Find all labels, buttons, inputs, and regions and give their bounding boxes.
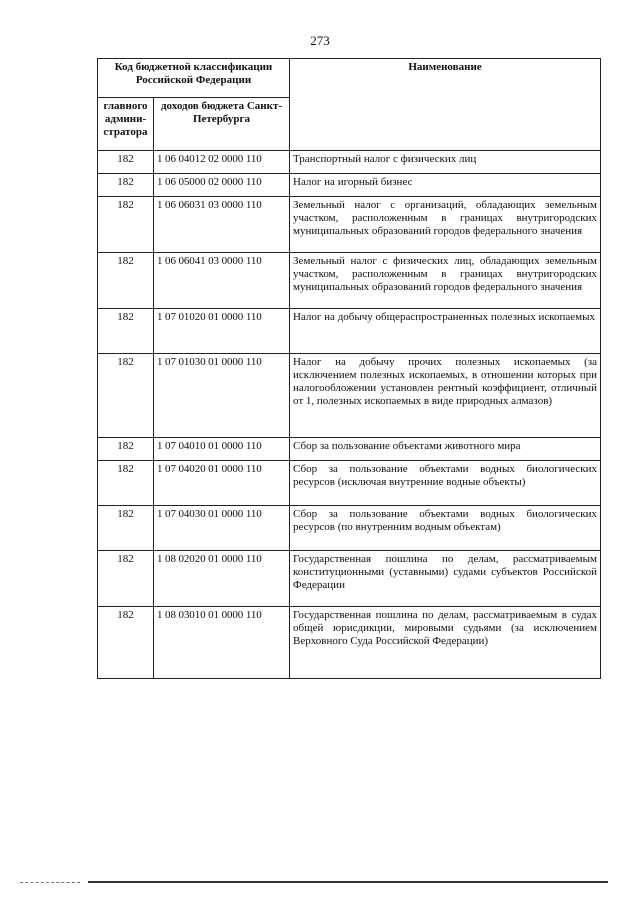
name-cell: Транспортный налог с физических лиц (290, 151, 601, 174)
table-row (98, 461, 601, 506)
income-code-cell: 1 08 03010 01 0000 110 (154, 607, 290, 679)
admin-code-cell: 182 (98, 174, 154, 197)
admin-code-cell: 182 (98, 438, 154, 461)
footer-dash-rule (20, 882, 80, 883)
table-row (98, 253, 601, 309)
admin-code-cell: 182 (98, 253, 154, 309)
table-row (98, 309, 601, 354)
name-cell: Налог на добычу прочих полезных ископаемых (за исключением полезных ископаемых, в отношении которых при налогообложении установлен рентный коэффициент, отличный от 1, полезных ископаемых в виде природных алмазов) (290, 354, 601, 438)
name-column-header: Наименование (290, 59, 601, 151)
admin-code-cell: 182 (98, 151, 154, 174)
income-code-cell: 1 07 04010 01 0000 110 (154, 438, 290, 461)
income-column-header: доходов бюджета Санкт-Петербурга (154, 98, 290, 151)
income-code-cell: 1 06 05000 02 0000 110 (154, 174, 290, 197)
name-cell: Сбор за пользование объектами животного мира (290, 438, 601, 461)
name-cell: Сбор за пользование объектами водных биологических ресурсов (по внутренним водным объектам) (290, 506, 601, 551)
name-cell: Государственная пошлина по делам, рассматриваемым в судах общей юрисдикции, мировыми судьями (за исключением Верховного Суда Российской Федерации) (290, 607, 601, 679)
table-row (98, 151, 601, 174)
name-cell: Налог на добычу общераспространенных полезных ископаемых (290, 309, 601, 354)
name-cell: Налог на игорный бизнес (290, 174, 601, 197)
table-row (98, 551, 601, 607)
table-row (98, 197, 601, 253)
income-code-cell: 1 06 06031 03 0000 110 (154, 197, 290, 253)
budget-classification-table (97, 58, 601, 679)
table-row (98, 607, 601, 679)
code-group-header: Код бюджетной классификации Российской Федерации (98, 59, 290, 98)
income-code-cell: 1 07 04030 01 0000 110 (154, 506, 290, 551)
admin-code-cell: 182 (98, 551, 154, 607)
table-row (98, 438, 601, 461)
admin-code-cell: 182 (98, 354, 154, 438)
admin-code-cell: 182 (98, 461, 154, 506)
name-cell: Сбор за пользование объектами водных биологических ресурсов (исключая внутренние водные объекты) (290, 461, 601, 506)
table-row (98, 506, 601, 551)
income-code-cell: 1 07 01030 01 0000 110 (154, 354, 290, 438)
admin-code-cell: 182 (98, 309, 154, 354)
name-cell: Земельный налог с организаций, обладающих земельным участком, расположенным в границах внутригородских муниципальных образований городов федерального значения (290, 197, 601, 253)
name-cell: Государственная пошлина по делам, рассматриваемым конституционными (уставными) судами субъектов Российской Федерации (290, 551, 601, 607)
table-row (98, 174, 601, 197)
income-code-cell: 1 08 02020 01 0000 110 (154, 551, 290, 607)
footer-rule (88, 881, 608, 883)
admin-code-cell: 182 (98, 607, 154, 679)
table-row (98, 354, 601, 438)
admin-code-cell: 182 (98, 197, 154, 253)
table-body (98, 151, 601, 679)
income-code-cell: 1 07 01020 01 0000 110 (154, 309, 290, 354)
income-code-cell: 1 07 04020 01 0000 110 (154, 461, 290, 506)
page-number: 273 (310, 33, 330, 48)
admin-code-cell: 182 (98, 506, 154, 551)
admin-column-header: главного админи-стратора (98, 98, 154, 151)
name-cell: Земельный налог с физических лиц, обладающих земельным участком, расположенным в границах внутригородских муниципальных образований городов федерального значения (290, 253, 601, 309)
income-code-cell: 1 06 04012 02 0000 110 (154, 151, 290, 174)
income-code-cell: 1 06 06041 03 0000 110 (154, 253, 290, 309)
